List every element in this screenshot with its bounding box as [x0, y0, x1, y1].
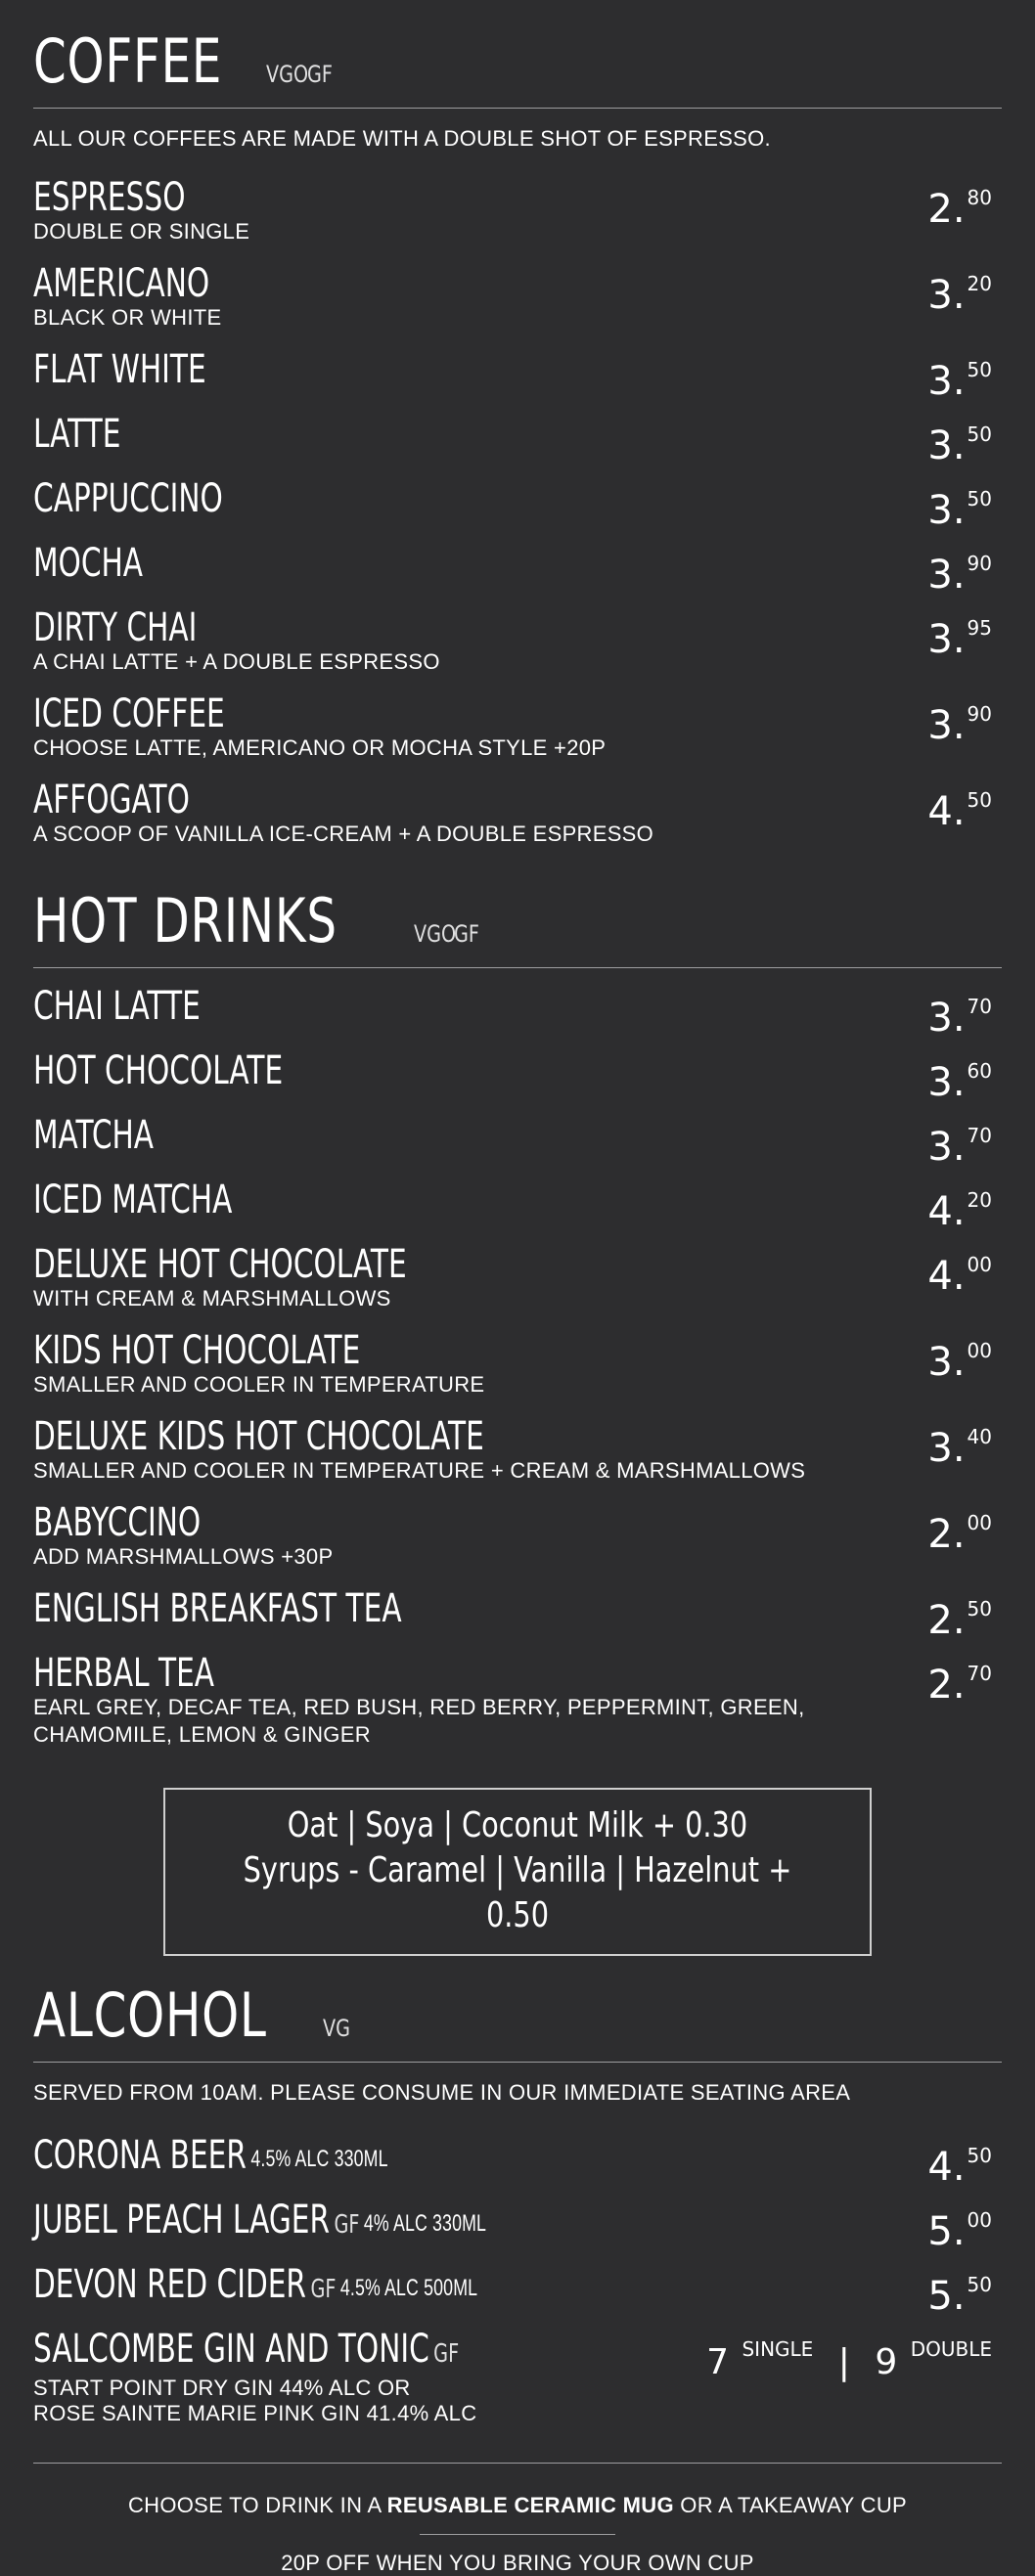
item-name: DIRTY CHAI — [33, 605, 198, 650]
item-description: BLACK OR WHITE — [33, 305, 222, 330]
menu-item — [33, 261, 1002, 332]
item-name: MATCHA — [33, 1113, 155, 1158]
item-name: AFFOGATO — [33, 777, 190, 822]
item-price: 3. $^{50}$ — [927, 487, 992, 533]
item-price: 5. $^{50}$ — [927, 2273, 992, 2319]
item-description: A CHAI LATTE + A DOUBLE ESPRESSO — [33, 649, 440, 674]
menu-item — [33, 1500, 1002, 1571]
menu-item — [33, 984, 1002, 1041]
double-price: 9 — [875, 2342, 898, 2382]
section-title: COFFEE — [33, 25, 223, 97]
price-separator: | — [837, 2342, 850, 2382]
divider — [33, 967, 1002, 968]
item-price: 3. $^{00}$ — [927, 1339, 992, 1385]
item-name: FLAT WHITE — [33, 347, 206, 392]
item-abv: 4% ALC 330ML — [363, 2210, 487, 2237]
item-name: DELUXE HOT CHOCOLATE — [33, 1242, 407, 1287]
item-name: LATTE — [33, 412, 121, 457]
menu-item — [33, 605, 1002, 676]
double-label: DOUBLE — [910, 2337, 992, 2361]
item-price: 3. $^{70}$ — [927, 995, 992, 1041]
item-price: 4. $^{00}$ — [927, 1253, 992, 1299]
gf-tag: GF — [306, 61, 333, 88]
item-price: 3. $^{90}$ — [927, 702, 992, 748]
item-price: 3. $^{70}$ — [927, 1124, 992, 1170]
item-name: ICED COFFEE — [33, 691, 225, 736]
item-description: SMALLER AND COOLER IN TEMPERATURE + CREAM & MARSHMALLOWS — [33, 1458, 806, 1483]
alcohol-section-header — [33, 1979, 1002, 2051]
menu-item — [33, 1586, 1002, 1643]
item-price: 4. $^{50}$ — [927, 2144, 992, 2190]
menu-item — [33, 1242, 1002, 1312]
item-description: SMALLER AND COOLER IN TEMPERATURE — [33, 1372, 485, 1397]
item-price: 3. $^{90}$ — [927, 552, 992, 598]
menu-item — [33, 476, 1002, 533]
item-price: 2. $^{00}$ — [927, 1511, 992, 1557]
item-description: EARL GREY, DECAF TEA, RED BUSH, RED BERRY, PEPPERMINT, GREEN, CHAMOMILE, LEMON & GINGER — [33, 1695, 805, 1747]
item-name: KIDS HOT CHOCOLATE — [33, 1328, 361, 1373]
gin-prices — [706, 2327, 1002, 2385]
item-name: ESPRESSO — [33, 175, 186, 220]
item-description: A SCOOP OF VANILLA ICE-CREAM + A DOUBLE ESPRESSO — [33, 822, 654, 846]
hot-drinks-section-header — [33, 885, 1002, 956]
item-name: CHAI LATTE — [33, 984, 201, 1029]
item-abv: 4.5% ALC 500ML — [339, 2275, 478, 2301]
item-price: 3. $^{95}$ — [927, 616, 992, 662]
item-name: CAPPUCCINO — [33, 476, 223, 521]
item-name: HERBAL TEA — [33, 1651, 215, 1696]
coffee-section-header — [33, 25, 1002, 97]
divider — [33, 2062, 1002, 2063]
item-name: AMERICANO — [33, 261, 210, 306]
vg-tag: VG — [323, 2015, 351, 2042]
milk-addon: Oat | Soya | Coconut Milk + 0.30 — [287, 1805, 748, 1845]
item-name: DEVON RED CIDER GF 4.5% ALC 500ML — [33, 2262, 478, 2307]
section-note: SERVED FROM 10AM. PLEASE CONSUME IN OUR IMMEDIATE SEATING AREA — [33, 2080, 851, 2105]
item-name: DELUXE KIDS HOT CHOCOLATE — [33, 1414, 484, 1459]
menu-item — [33, 2198, 1002, 2254]
item-name: CORONA BEER 4.5% ALC 330ML — [33, 2133, 388, 2178]
menu-item — [33, 1048, 1002, 1105]
vgo-tag: VGO — [265, 61, 308, 88]
gf-tag: GF — [310, 2275, 337, 2304]
footer-reusable: CHOOSE TO DRINK IN A REUSABLE CERAMIC MUG OR A TAKEAWAY CUP — [127, 2493, 907, 2517]
divider — [33, 108, 1002, 109]
menu-item — [33, 1328, 1002, 1399]
menu-item — [33, 1177, 1002, 1234]
section-title: HOT DRINKS — [33, 885, 338, 956]
item-price: 2. $^{80}$ — [927, 186, 992, 232]
footer-mini-divider — [420, 2534, 615, 2535]
gf-tag: GF — [433, 2339, 460, 2369]
item-price: 4. $^{20}$ — [927, 1188, 992, 1234]
syrup-addon: Syrups - Caramel | Vanilla | Hazelnut + 0.50 — [243, 1850, 792, 1935]
addons-box — [163, 1788, 872, 1956]
gf-tag: GF — [334, 2210, 360, 2240]
item-description: START POINT DRY GIN 44% ALC OR — [33, 2376, 411, 2400]
item-name: MOCHA — [33, 541, 144, 586]
item-abv: 4.5% ALC 330ML — [250, 2146, 388, 2172]
menu-item — [33, 691, 1002, 762]
item-price: 3. $^{20}$ — [927, 272, 992, 318]
menu-item — [33, 412, 1002, 468]
alcohol-list — [33, 2133, 1002, 2319]
menu-item — [33, 175, 1002, 245]
item-price: 2. $^{70}$ — [927, 1662, 992, 1708]
menu-item — [33, 1113, 1002, 1170]
reusable-mug-emphasis: REUSABLE CERAMIC MUG — [386, 2493, 674, 2517]
item-name: HOT CHOCOLATE — [33, 1048, 284, 1093]
item-description: WITH CREAM & MARSHMALLOWS — [33, 1286, 391, 1310]
single-price: 7 — [706, 2342, 730, 2382]
item-name: SALCOMBE GIN AND TONIC GF — [33, 2327, 460, 2372]
item-name: JUBEL PEACH LAGER GF 4% ALC 330ML — [33, 2198, 487, 2243]
coffee-list — [33, 175, 1002, 848]
menu-item — [33, 777, 1002, 848]
item-price: 3. $^{40}$ — [927, 1425, 992, 1471]
item-name: ICED MATCHA — [33, 1177, 233, 1222]
item-name: ENGLISH BREAKFAST TEA — [33, 1586, 402, 1631]
item-price: 3. $^{60}$ — [927, 1059, 992, 1105]
item-price: 4. $^{50}$ — [927, 788, 992, 834]
single-label: SINGLE — [742, 2337, 814, 2361]
item-description: ROSE SAINTE MARIE PINK GIN 41.4% ALC — [33, 2401, 477, 2425]
section-note: ALL OUR COFFEES ARE MADE WITH A DOUBLE SHOT OF ESPRESSO. — [33, 126, 771, 151]
item-price: 2. $^{50}$ — [927, 1597, 992, 1643]
item-description: CHOOSE LATTE, AMERICANO OR MOCHA STYLE +20P — [33, 735, 607, 760]
item-name: BABYCCINO — [33, 1500, 202, 1545]
menu-board — [33, 0, 1002, 2576]
footer-discount: 20P OFF WHEN YOU BRING YOUR OWN CUP — [281, 2551, 754, 2575]
menu-item — [33, 2133, 1002, 2190]
menu-item — [33, 541, 1002, 598]
item-price: 5. $^{00}$ — [927, 2208, 992, 2254]
section-title: ALCOHOL — [33, 1979, 267, 2051]
menu-item — [33, 1414, 1002, 1485]
item-description: DOUBLE OR SINGLE — [33, 219, 250, 244]
item-price: 3. $^{50}$ — [927, 358, 992, 404]
menu-item-gin — [33, 2327, 1002, 2427]
menu-item — [33, 1651, 1002, 1749]
gf-tag: GF — [454, 920, 480, 948]
hot-drinks-list — [33, 984, 1002, 1749]
item-description: ADD MARSHMALLOWS +30P — [33, 1544, 334, 1569]
footer-divider — [33, 2463, 1002, 2464]
menu-item — [33, 2262, 1002, 2319]
vgo-tag: VGO — [413, 920, 456, 948]
menu-item — [33, 347, 1002, 404]
item-price: 3. $^{50}$ — [927, 422, 992, 468]
